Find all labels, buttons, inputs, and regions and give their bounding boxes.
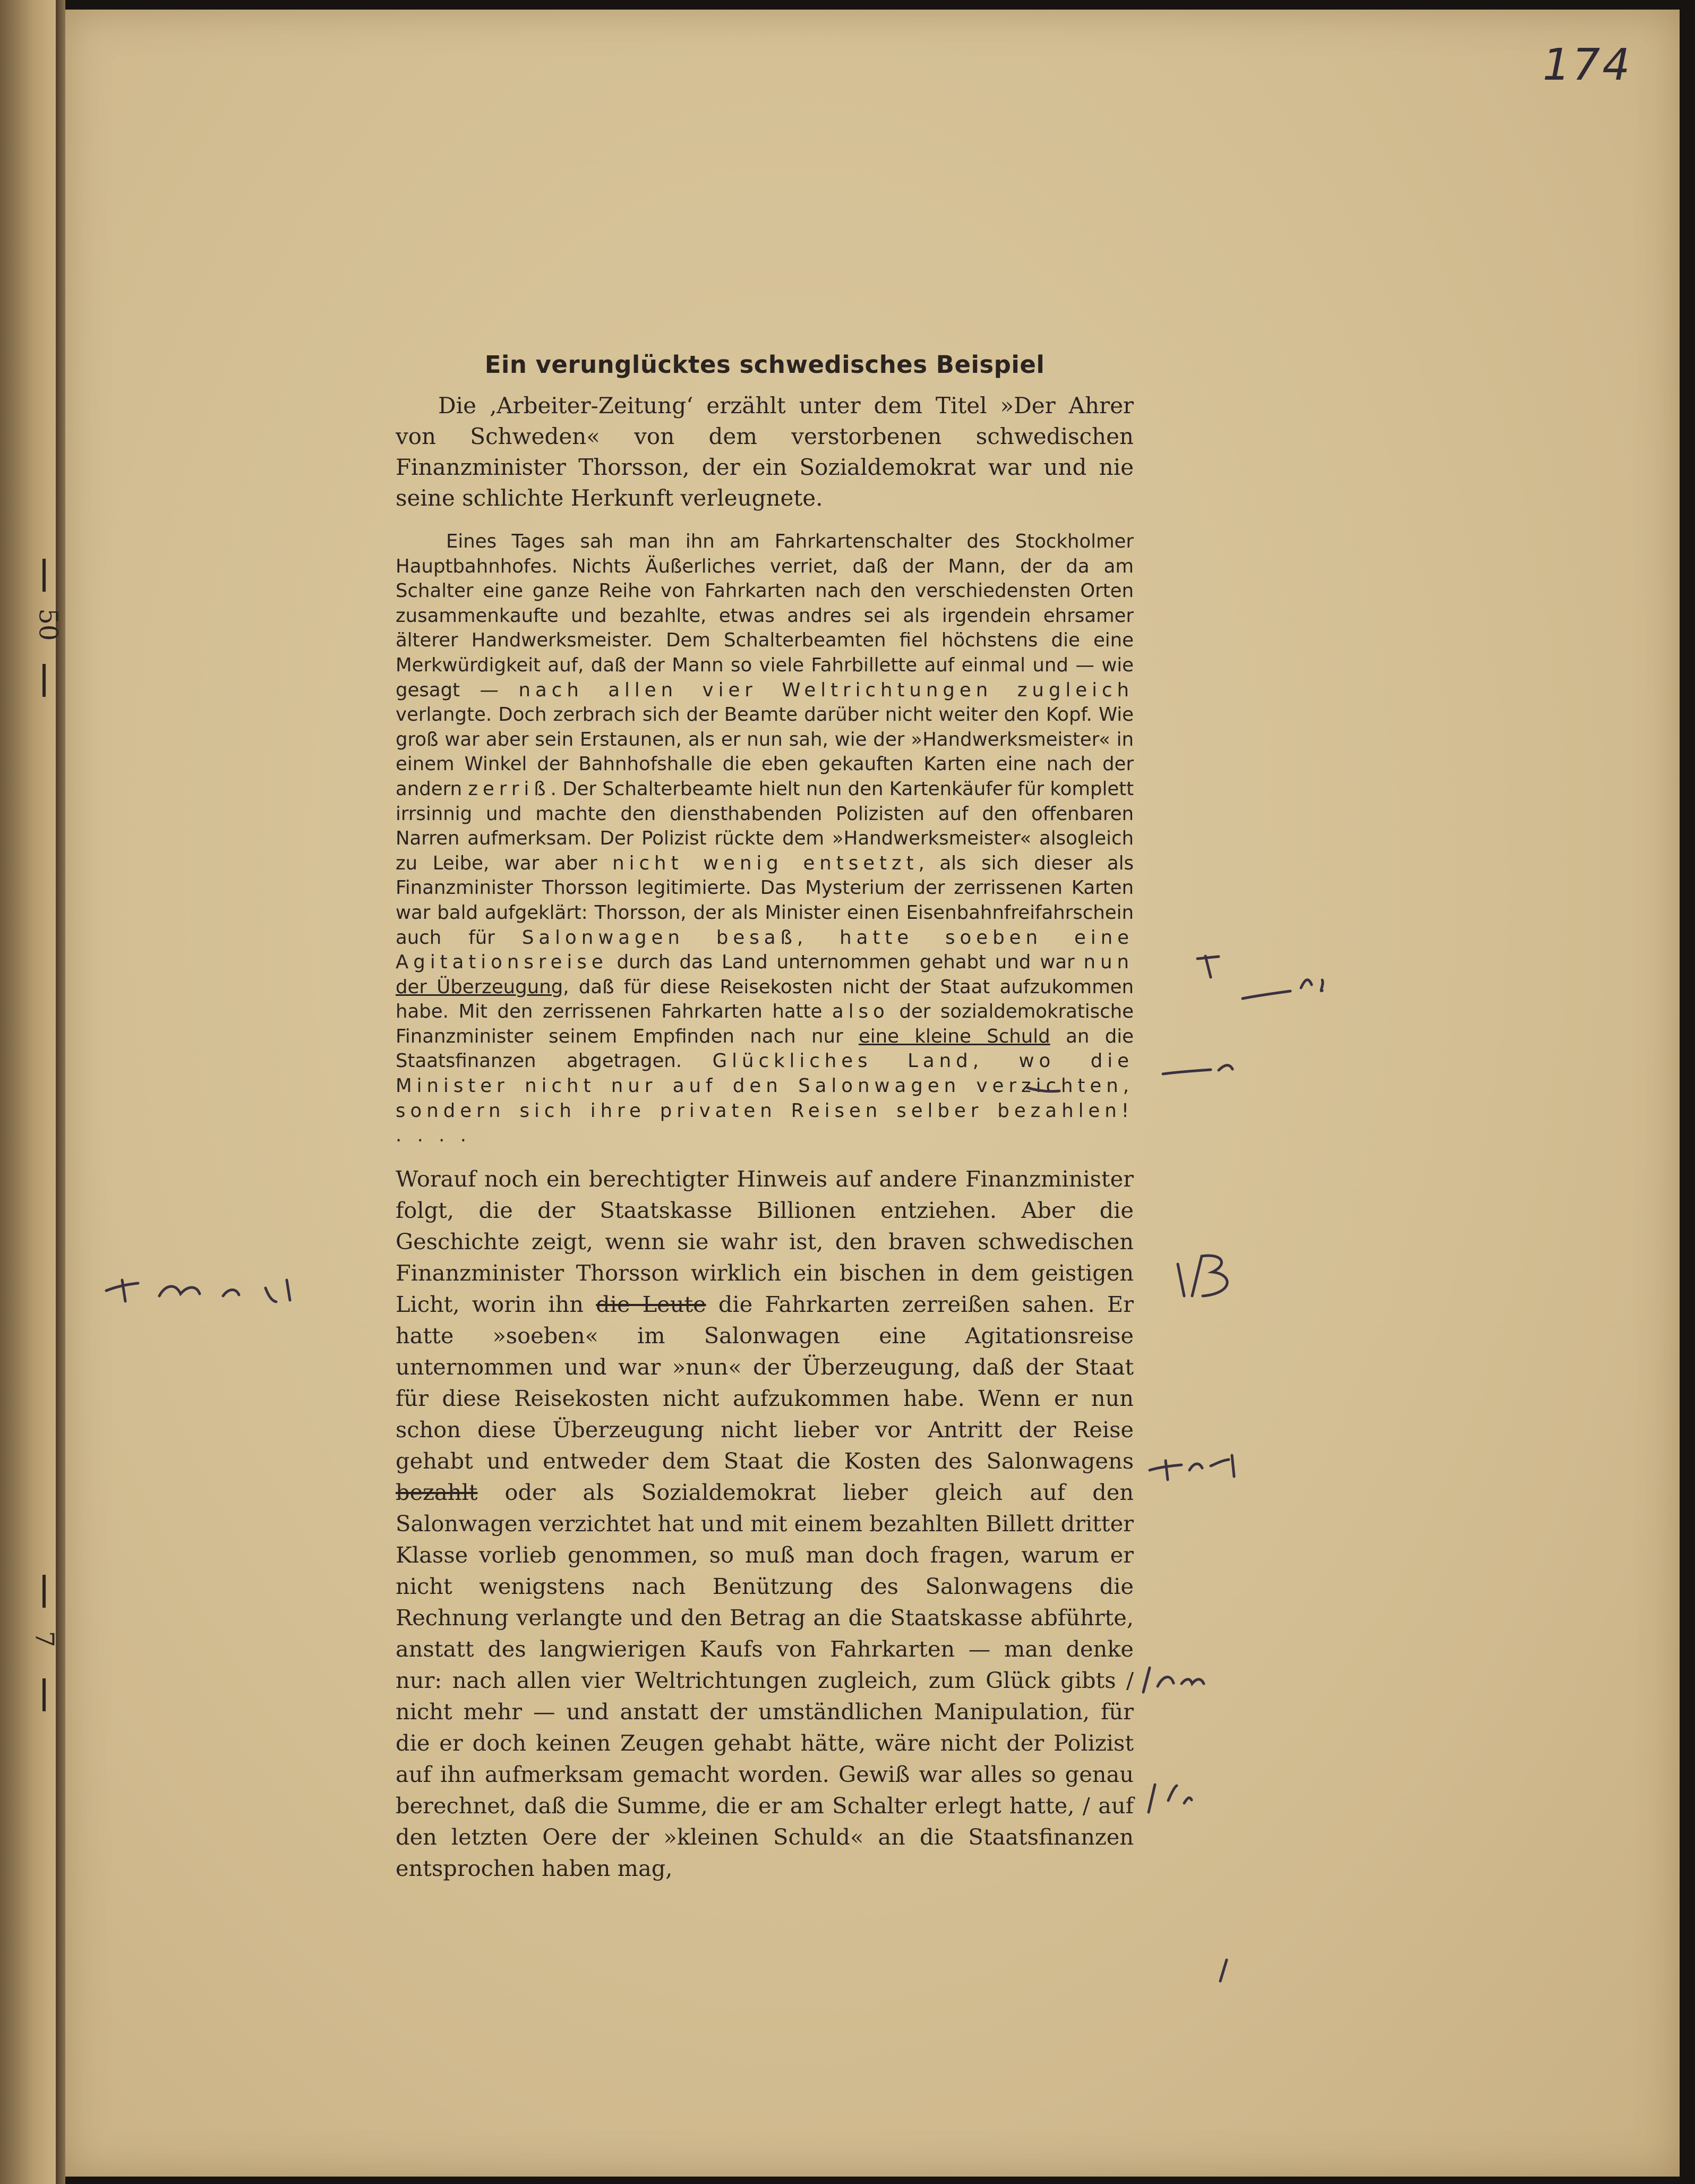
article-intro: Die ‚Arbeiter-Zeitung‘ erzählt unter dem Titel »Der Ahrer von Schweden« von dem verstorbenen schwedischen Finanzminister Thorsson, der ein Sozialdemokrat war und nie seine schlichte Herkunft verleugnete. (396, 393, 1134, 511)
margin-tick (42, 559, 46, 592)
body-text: Worauf noch ein berechtigter Hinweis auf andere Finanzminister folgt, die der Staatskasse Billionen entziehen. Aber die Geschichte zeigt, wenn sie wahr ist, den braven schwedischen Finanzminister Thorsson wirklich ein bischen in dem geistigen Licht, worin ihn (396, 1165, 1134, 1317)
commentary-text (396, 1163, 1134, 1884)
body-text: die Fahrkarten zerreißen sahen. Er hatte »soeben« im Salonwagen eine Agitationsreise unternommen und war »nun« der Überzeugung, daß der Staat für diese Reisekosten nicht aufzukommen habe. Wenn er nun schon diese Überzeugung nicht lieber vor Antritt der Reise gehabt und entweder dem Staat die Kosten des Salonwagens (396, 1291, 1134, 1474)
quote-spaced-text: zerriß (468, 778, 551, 800)
margin-tick (42, 1575, 46, 1608)
body-text: oder als Sozialdemokrat lieber gleich auf den Salonwagen verzichtet hat und mit einem bezahlten Billett dritter Klasse vorlieb genommen, so muß man doch fragen, warum er nicht wenigstens nach Benützung des Salonwagens die Rechnung verlangte und den Betrag an die Staatskasse abführte, anstatt des langwierigen Kaufs von Fahrkarten — man denke nur: nach allen vier Weltrichtungen zugleich, zum Glück gibts / nicht mehr — und anstatt der umständlichen Manipulation, für die er doch keinen Zeugen gehabt hätte, wäre nicht der Polizist auf ihn aufmerksam gemacht worden. Gewiß war alles so genau berechnet, daß die Summe, die er am Schalter erlegt hatte, / auf den letzten Oere der »kleinen Schuld« an die Staatsfinanzen entsprochen haben mag, (396, 1479, 1134, 1881)
quote-text: durch das Land unternommen gehabt und war (617, 951, 1075, 974)
struck-phrase: bezahlt (396, 1479, 478, 1505)
quote-text: Eines Tages sah man ihn am Fahrkartenschalter des Stockholmer Hauptbahnhofes. Nichts Äußerliches verriet, daß der Mann, der da am Schalter eine ganze Reihe von Fahrkarten nach den verschiedensten Orten zusammenkaufte und bezahlte, etwas andres sei als irgendein ehrsamer älterer Handwerksmeister. Dem Schalterbeamten fiel höchstens die eine Merkwürdigkeit auf, daß der Mann so viele Fahrbillette auf einmal und — wie gesagt — (396, 531, 1134, 701)
page-number: 174 (1543, 40, 1632, 90)
quote-spaced-text: also (832, 1001, 889, 1023)
article (396, 351, 1134, 1884)
quote-spaced-text: nicht wenig entsetzt (612, 852, 919, 874)
facing-page-edge (0, 0, 56, 2184)
quote-spaced-text: nun (1083, 951, 1134, 974)
quote-spaced-text: Salonwagen besaß, hatte soeben eine Agitationsreise (396, 926, 1134, 974)
underlined-phrase: der Überzeugung (396, 976, 563, 998)
underlined-phrase: eine kleine Schuld (858, 1025, 1050, 1047)
margin-tick (42, 664, 46, 697)
quote-text: verlangte. Doch zerbrach sich der Beamte darüber nicht weiter den Kopf. Wie groß war aber sein Erstaunen, als er nun sah, wie der »Handwerksmeister« in einem Winkel der Bahnhofshalle die eben gekauften Karten eine nach der andern (396, 704, 1134, 800)
side-number-bottom: 7 (29, 1631, 59, 1648)
struck-phrase: die Leute (596, 1291, 706, 1317)
book-spine (56, 0, 65, 2184)
quote-text: an die Staatsfinanzen abgetragen. (396, 1025, 1134, 1072)
quote-spaced-text: nach allen vier Weltrichtungen zugleich (518, 679, 1134, 701)
side-number-top: 50 (33, 608, 63, 641)
quote-text: , als sich dieser als Finanzminister Thorsson legitimierte. Das Mysterium der zerrissenen Karten war bald aufgeklärt: Thorsson, der als Minister einen Eisenbahnfreifahrschein auch für (396, 852, 1134, 949)
quote-spaced-text: Glückliches Land, wo die Minister nicht nur auf den Salonwagen verzichten, sondern sich ihre privaten Reisen selber bezahlen! . . . . (396, 1050, 1134, 1147)
quote-text: , daß für diese Reisekosten nicht der Staat aufzukommen habe. Mit den zerrissenen Fahrkarten hatte (396, 976, 1134, 1023)
quoted-passage (396, 530, 1134, 1148)
quote-text: . Der Schalterbeamte hielt nun den Kartenkäufer für komplett irrsinnig und machte den diensthabenden Polizisten auf den offenbaren Narren aufmerksam. Der Polizist rückte dem »Handwerksmeister« alsogleich zu Leibe, war aber (396, 778, 1134, 874)
margin-tick (42, 1678, 46, 1711)
article-title: Ein verunglücktes schwedisches Beispiel (484, 351, 1045, 379)
quote-text: der sozialdemokratische Finanzminister seinem Empfinden nach nur (396, 1001, 1134, 1047)
